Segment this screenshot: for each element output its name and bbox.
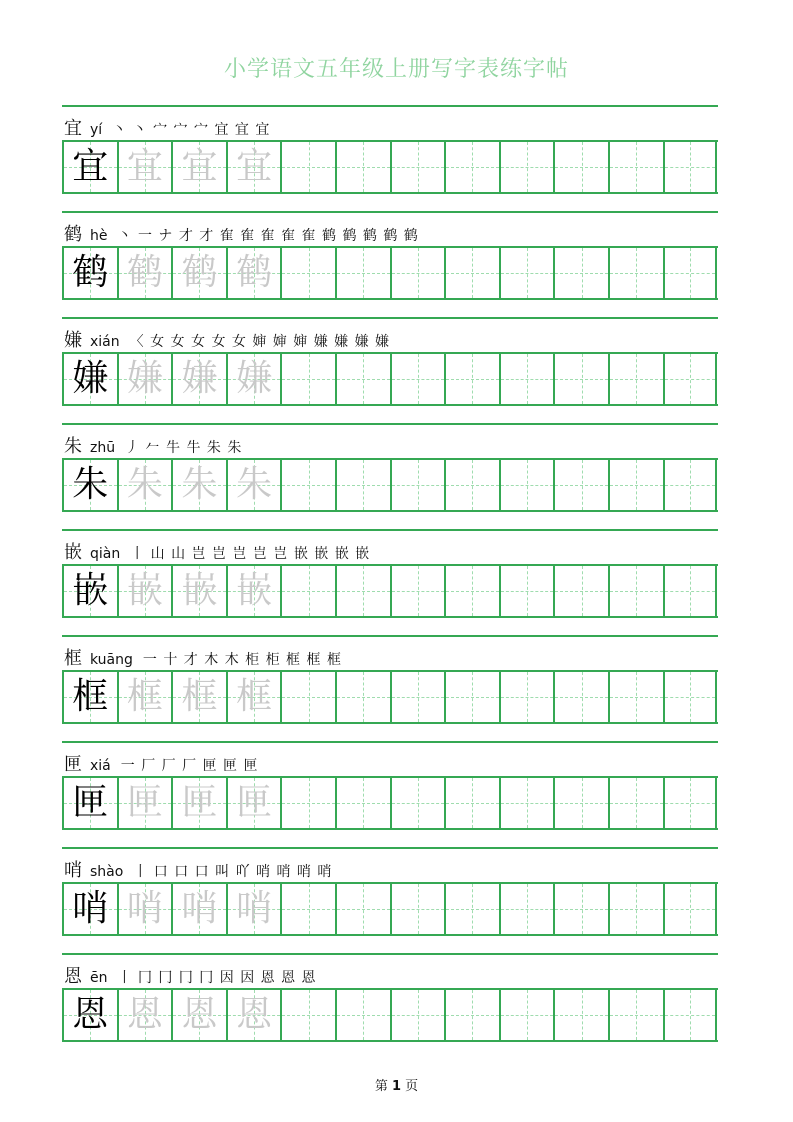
blank-cell	[663, 460, 718, 510]
model-character: 匣	[72, 782, 109, 823]
trace-character: 匣	[181, 782, 218, 823]
row-header	[64, 856, 332, 882]
blank-cell	[608, 672, 663, 722]
model-character: 宜	[72, 146, 109, 187]
blank-cell	[390, 778, 445, 828]
blank-cell	[280, 672, 335, 722]
blank-cell	[390, 248, 445, 298]
trace-cell	[117, 354, 172, 404]
trace-cell	[171, 142, 226, 192]
model-cell	[62, 672, 117, 722]
trace-cell	[117, 248, 172, 298]
header-character: 鹤	[64, 224, 82, 245]
row-header	[64, 538, 370, 564]
blank-cell	[335, 884, 390, 934]
blank-cell	[553, 354, 608, 404]
blank-cell	[499, 460, 554, 510]
header-character: 宜	[64, 118, 82, 139]
trace-cell	[226, 566, 281, 616]
model-character: 鹤	[72, 252, 109, 293]
blank-cell	[663, 354, 718, 404]
trace-cell	[226, 778, 281, 828]
model-cell	[62, 884, 117, 934]
trace-character: 框	[181, 676, 218, 717]
header-character: 框	[64, 648, 82, 669]
blank-cell	[335, 672, 390, 722]
practice-row	[62, 741, 718, 847]
blank-cell	[608, 778, 663, 828]
model-cell	[62, 354, 117, 404]
blank-cell	[335, 248, 390, 298]
trace-cell	[117, 460, 172, 510]
trace-character: 嫌	[181, 358, 218, 399]
model-cell	[62, 142, 117, 192]
row-header	[64, 644, 342, 670]
trace-cell	[171, 990, 226, 1040]
model-cell	[62, 460, 117, 510]
trace-cell	[226, 460, 281, 510]
model-cell	[62, 990, 117, 1040]
model-character: 框	[72, 676, 109, 717]
blank-cell	[663, 990, 718, 1040]
practice-row	[62, 953, 718, 1059]
blank-cell	[608, 354, 663, 404]
trace-character: 嵌	[126, 570, 163, 611]
blank-cell	[499, 354, 554, 404]
writing-grid	[62, 776, 718, 830]
header-character: 哨	[64, 860, 82, 881]
trace-character: 嵌	[236, 570, 273, 611]
trace-character: 嫌	[126, 358, 163, 399]
writing-grid	[62, 670, 718, 724]
trace-cell	[171, 566, 226, 616]
trace-character: 匣	[126, 782, 163, 823]
blank-cell	[280, 354, 335, 404]
row-divider	[62, 317, 718, 319]
blank-cell	[390, 354, 445, 404]
blank-cell	[553, 672, 608, 722]
model-cell	[62, 778, 117, 828]
header-character: 朱	[64, 436, 82, 457]
stroke-order: 丶 一 ナ 才 才 隺 隺 隺 隺 隺 鹤 鹤 鹤 鹤 鹤	[117, 228, 419, 244]
pinyin: zhū	[90, 440, 116, 456]
row-header	[64, 220, 419, 246]
blank-cell	[390, 566, 445, 616]
trace-character: 哨	[126, 888, 163, 929]
stroke-order: 一 厂 厂 厂 匣 匣 匣	[120, 758, 259, 774]
blank-cell	[444, 248, 499, 298]
trace-cell	[226, 884, 281, 934]
trace-cell	[117, 566, 172, 616]
blank-cell	[444, 460, 499, 510]
model-character: 恩	[72, 994, 109, 1035]
blank-cell	[390, 990, 445, 1040]
blank-cell	[608, 248, 663, 298]
practice-row	[62, 423, 718, 529]
trace-character: 嫌	[236, 358, 273, 399]
trace-cell	[117, 778, 172, 828]
model-character: 嫌	[72, 358, 109, 399]
blank-cell	[280, 460, 335, 510]
writing-grid	[62, 988, 718, 1042]
trace-cell	[171, 884, 226, 934]
blank-cell	[499, 884, 554, 934]
page-title: 小学语文五年级上册写字表练字帖	[223, 57, 569, 82]
stroke-order: 〈 女 女 女 女 女 婶 婶 婶 嫌 嫌 嫌 嫌	[129, 334, 391, 350]
trace-character: 朱	[181, 464, 218, 505]
blank-cell	[499, 990, 554, 1040]
row-divider	[62, 953, 718, 955]
blank-cell	[608, 884, 663, 934]
trace-character: 恩	[181, 994, 218, 1035]
blank-cell	[390, 142, 445, 192]
trace-cell	[171, 248, 226, 298]
blank-cell	[608, 990, 663, 1040]
row-divider	[62, 529, 718, 531]
blank-cell	[553, 990, 608, 1040]
row-header	[64, 750, 258, 776]
practice-row	[62, 211, 718, 317]
trace-cell	[171, 354, 226, 404]
blank-cell	[444, 778, 499, 828]
trace-cell	[226, 672, 281, 722]
model-cell	[62, 248, 117, 298]
blank-cell	[444, 354, 499, 404]
blank-cell	[499, 142, 554, 192]
row-header	[64, 114, 270, 140]
footer-suffix: 页	[405, 1079, 419, 1094]
trace-character: 鹤	[236, 252, 273, 293]
header-character: 恩	[64, 966, 82, 987]
stroke-order: 丿 𠂉 牛 牛 朱 朱	[125, 440, 243, 456]
blank-cell	[335, 990, 390, 1040]
blank-cell	[335, 778, 390, 828]
trace-character: 框	[236, 676, 273, 717]
row-header	[64, 962, 317, 988]
trace-character: 宜	[236, 146, 273, 187]
trace-character: 匣	[236, 782, 273, 823]
trace-character: 哨	[181, 888, 218, 929]
trace-character: 宜	[126, 146, 163, 187]
trace-cell	[226, 248, 281, 298]
trace-character: 朱	[126, 464, 163, 505]
pinyin: qiàn	[90, 546, 121, 562]
blank-cell	[390, 672, 445, 722]
trace-cell	[117, 884, 172, 934]
practice-row	[62, 635, 718, 741]
trace-character: 恩	[236, 994, 273, 1035]
blank-cell	[553, 778, 608, 828]
trace-character: 宜	[181, 146, 218, 187]
stroke-order: 丨 山 山 岂 岂 岂 岂 岂 嵌 嵌 嵌 嵌	[130, 546, 371, 562]
pinyin: shào	[90, 864, 124, 880]
practice-row	[62, 317, 718, 423]
stroke-order: 一 十 才 木 木 柜 柜 框 框 框	[142, 652, 342, 668]
blank-cell	[335, 566, 390, 616]
header-character: 匣	[64, 754, 82, 775]
page-footer	[0, 1075, 793, 1094]
blank-cell	[280, 248, 335, 298]
blank-cell	[444, 672, 499, 722]
blank-cell	[335, 142, 390, 192]
trace-character: 恩	[126, 994, 163, 1035]
blank-cell	[663, 884, 718, 934]
blank-cell	[608, 142, 663, 192]
blank-cell	[280, 142, 335, 192]
header-character: 嫌	[64, 330, 82, 351]
blank-cell	[444, 142, 499, 192]
writing-grid	[62, 882, 718, 936]
blank-cell	[663, 778, 718, 828]
blank-cell	[608, 460, 663, 510]
blank-cell	[390, 884, 445, 934]
writing-grid	[62, 564, 718, 618]
blank-cell	[335, 354, 390, 404]
trace-character: 哨	[236, 888, 273, 929]
trace-cell	[117, 990, 172, 1040]
blank-cell	[553, 460, 608, 510]
blank-cell	[553, 142, 608, 192]
blank-cell	[608, 566, 663, 616]
model-character: 哨	[72, 888, 109, 929]
trace-cell	[226, 142, 281, 192]
blank-cell	[499, 248, 554, 298]
blank-cell	[663, 248, 718, 298]
trace-character: 嵌	[181, 570, 218, 611]
row-divider	[62, 635, 718, 637]
trace-character: 框	[126, 676, 163, 717]
trace-cell	[117, 672, 172, 722]
blank-cell	[499, 778, 554, 828]
trace-cell	[226, 354, 281, 404]
blank-cell	[444, 884, 499, 934]
stroke-order: 丶 丶 宀 宀 宀 宜 宜 宜	[112, 122, 271, 138]
trace-character: 鹤	[181, 252, 218, 293]
writing-grid	[62, 246, 718, 300]
blank-cell	[280, 990, 335, 1040]
blank-cell	[280, 778, 335, 828]
footer-prefix: 第	[374, 1079, 388, 1094]
blank-cell	[553, 248, 608, 298]
practice-row	[62, 847, 718, 953]
model-character: 朱	[72, 464, 109, 505]
blank-cell	[335, 460, 390, 510]
blank-cell	[663, 566, 718, 616]
blank-cell	[280, 566, 335, 616]
row-divider	[62, 105, 718, 107]
pinyin: kuāng	[90, 652, 133, 668]
model-cell	[62, 566, 117, 616]
blank-cell	[553, 884, 608, 934]
writing-grid	[62, 140, 718, 194]
trace-cell	[171, 460, 226, 510]
blank-cell	[663, 142, 718, 192]
blank-cell	[553, 566, 608, 616]
stroke-order: 丨 口 口 口 叫 吖 哨 哨 哨 哨	[133, 864, 333, 880]
pinyin: xián	[90, 334, 120, 350]
row-divider	[62, 423, 718, 425]
practice-row	[62, 105, 718, 211]
trace-cell	[171, 778, 226, 828]
trace-character: 鹤	[126, 252, 163, 293]
row-divider	[62, 847, 718, 849]
blank-cell	[390, 460, 445, 510]
blank-cell	[499, 672, 554, 722]
trace-cell	[226, 990, 281, 1040]
page-number: 1	[391, 1079, 402, 1094]
trace-cell	[171, 672, 226, 722]
row-header	[64, 326, 390, 352]
blank-cell	[444, 990, 499, 1040]
row-divider	[62, 211, 718, 213]
writing-grid	[62, 352, 718, 406]
blank-cell	[663, 672, 718, 722]
pinyin: ēn	[90, 970, 108, 986]
pinyin: xiá	[90, 758, 111, 774]
pinyin: hè	[90, 228, 108, 244]
blank-cell	[499, 566, 554, 616]
stroke-order: 丨 冂 冂 冂 冂 因 因 恩 恩 恩	[117, 970, 317, 986]
practice-rows	[62, 105, 718, 1059]
trace-character: 朱	[236, 464, 273, 505]
row-header	[64, 432, 242, 458]
row-divider	[62, 741, 718, 743]
header-character: 嵌	[64, 542, 82, 563]
blank-cell	[280, 884, 335, 934]
blank-cell	[444, 566, 499, 616]
practice-row	[62, 529, 718, 635]
model-character: 嵌	[72, 570, 109, 611]
pinyin: yí	[90, 122, 103, 138]
trace-cell	[117, 142, 172, 192]
writing-grid	[62, 458, 718, 512]
